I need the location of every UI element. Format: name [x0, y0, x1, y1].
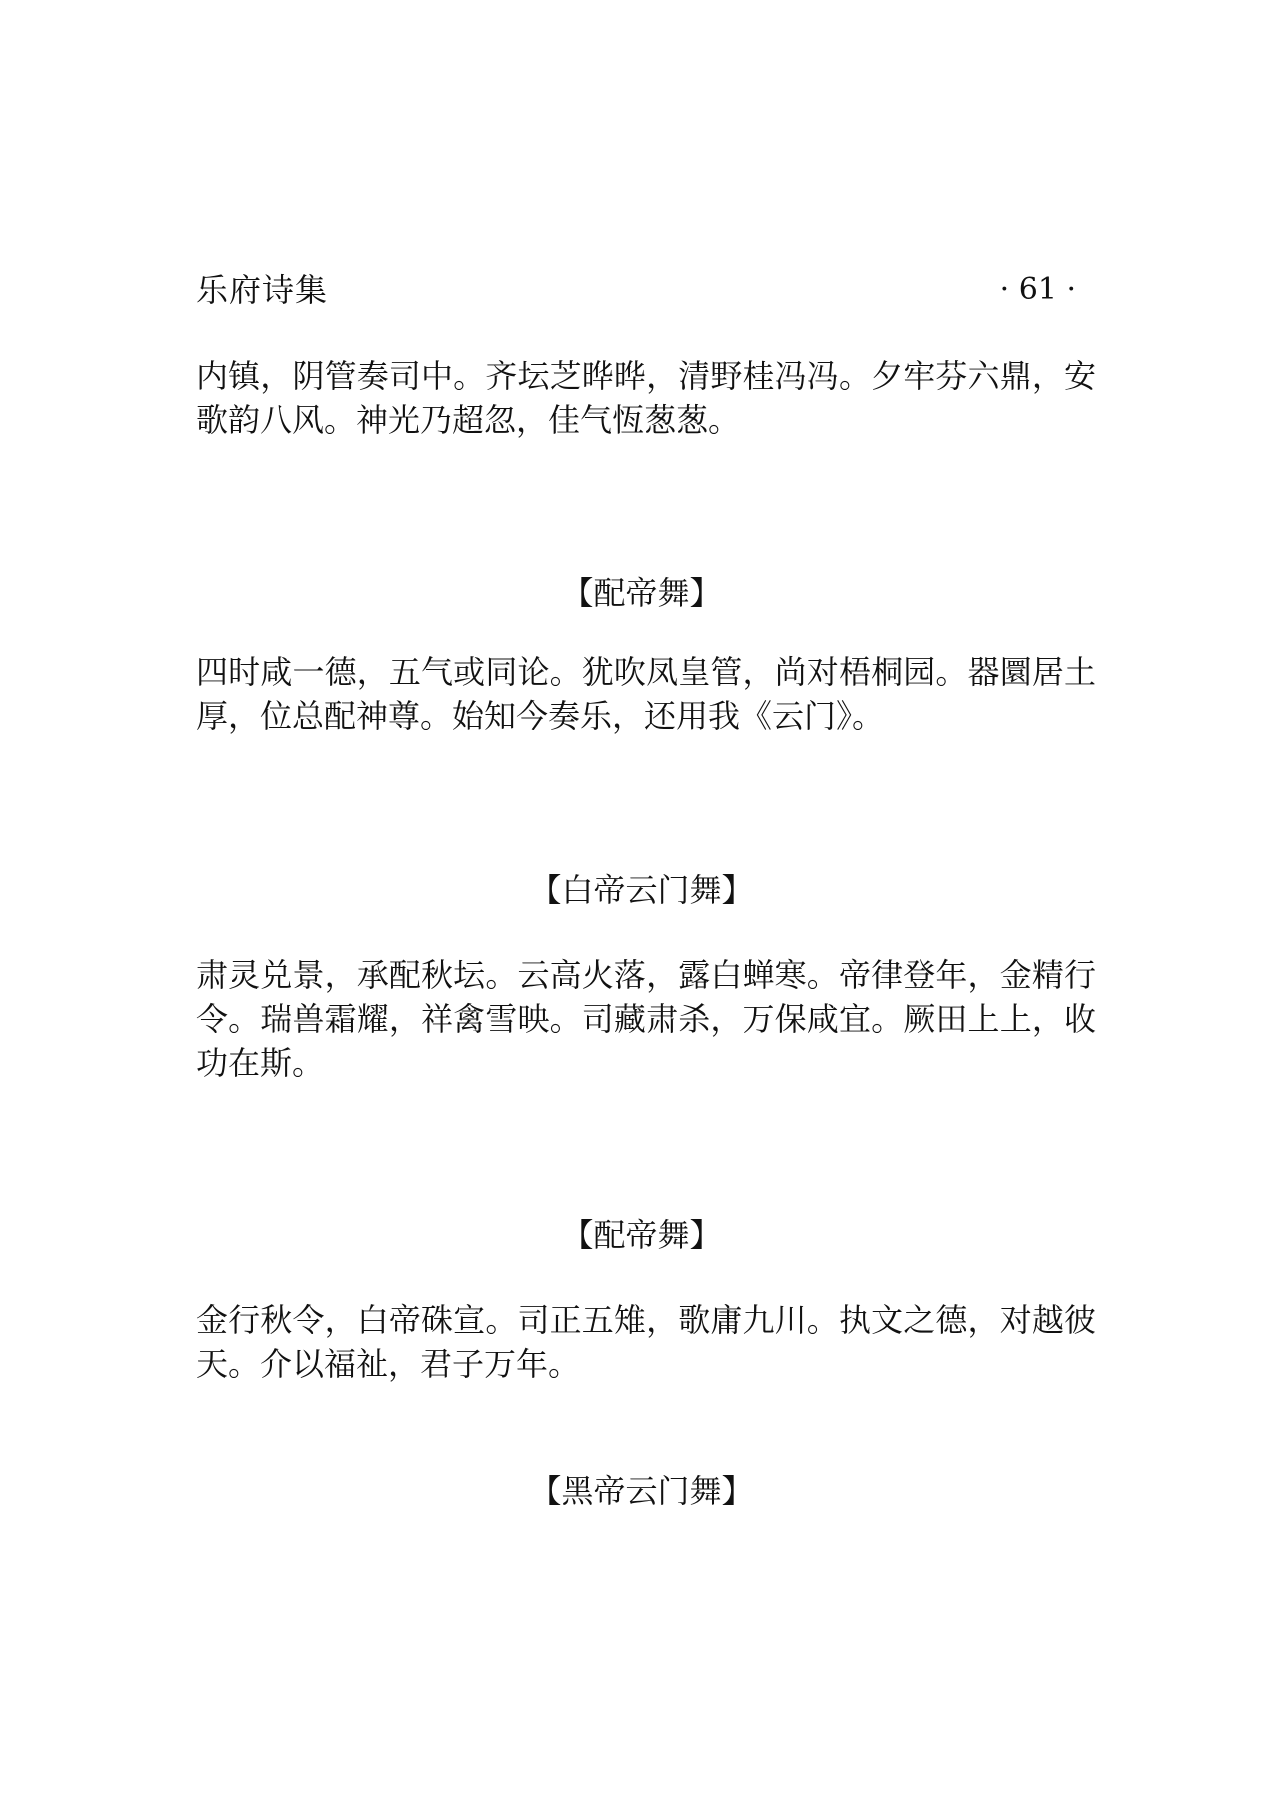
section-heading: 【黑帝云门舞】	[529, 1472, 754, 1510]
section-heading: 【配帝舞】	[561, 574, 722, 612]
poem-paragraph: 内镇，阴管奏司中。齐坛芝晔晔，清野桂冯冯。夕牢芬六鼎，安歌韵八风。神光乃超忽，佳气恆葱葱。	[196, 357, 1096, 439]
poem-paragraph: 四时咸一德，五气或同论。犹吹凤皇管，尚对梧桐园。器圜居土厚，位总配神尊。始知今奏乐，还用我《云门》。	[196, 653, 1096, 735]
section-heading: 【配帝舞】	[561, 1216, 722, 1254]
poem-paragraph: 金行秋令，白帝硃宣。司正五雉，歌庸九川。执文之德，对越彼天。介以福祉，君子万年。	[196, 1301, 1096, 1383]
poem-paragraph: 肃灵兑景，承配秋坛。云高火落，露白蝉寒。帝律登年，金精行令。瑞兽霜耀，祥禽雪映。司藏肃杀，万保咸宜。厥田上上，收功在斯。	[196, 956, 1096, 1082]
running-title: 乐府诗集	[196, 271, 329, 309]
section-heading: 【白帝云门舞】	[529, 871, 754, 909]
page-number: · 61 ·	[999, 272, 1076, 307]
